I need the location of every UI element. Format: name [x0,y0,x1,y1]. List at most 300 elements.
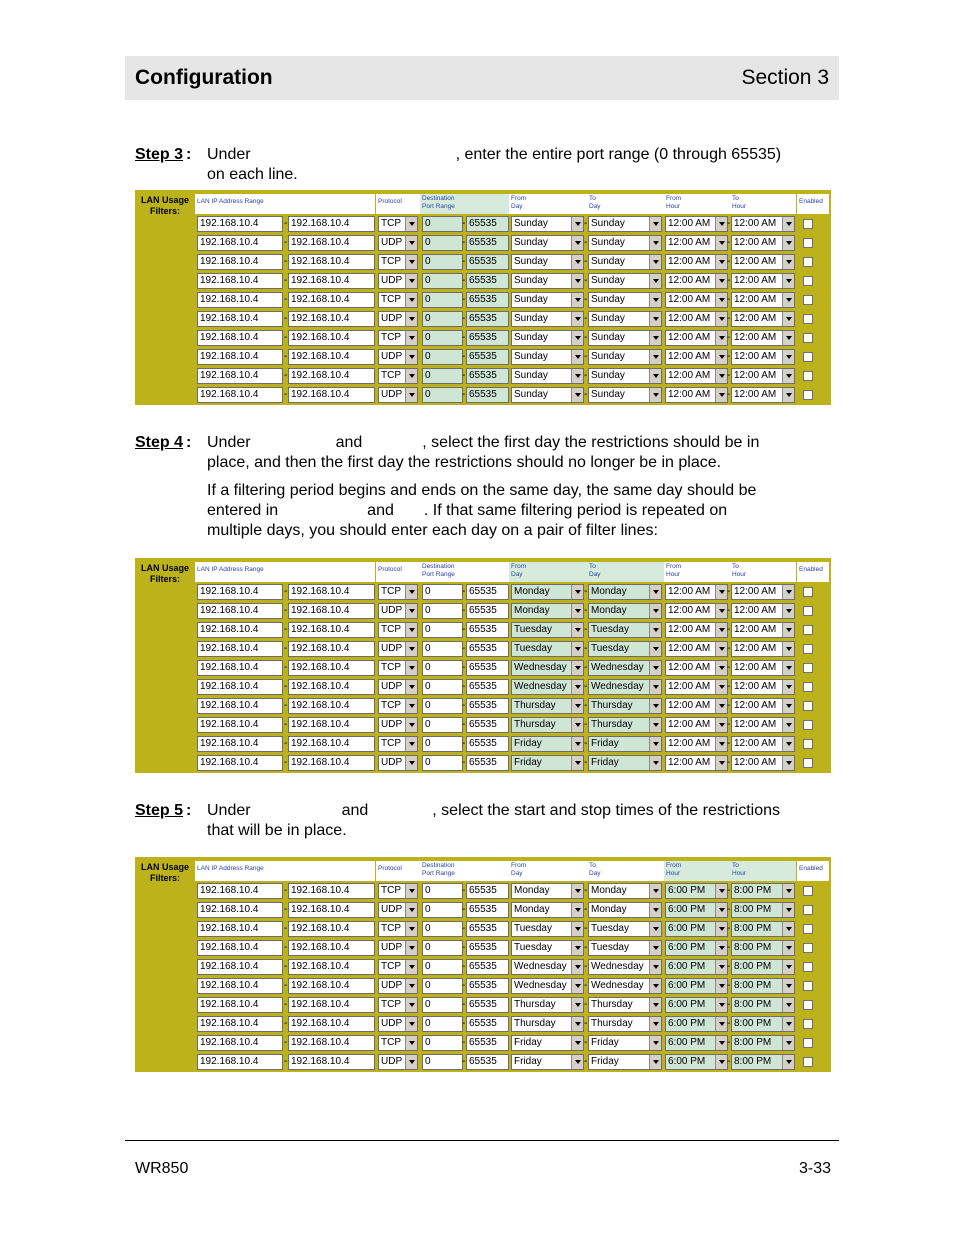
from-day-select[interactable] [511,603,584,619]
protocol-select[interactable] [378,997,418,1013]
chevron-down-icon[interactable] [405,369,417,383]
to-hour-select[interactable] [731,921,795,937]
protocol-select[interactable] [378,641,418,657]
enabled-checkbox[interactable] [803,981,813,991]
chevron-down-icon[interactable] [715,960,727,974]
chevron-down-icon[interactable] [571,217,583,231]
enabled-checkbox[interactable] [803,1057,813,1067]
to-day-select[interactable] [588,603,662,619]
chevron-down-icon[interactable] [405,1055,417,1069]
protocol-select[interactable] [378,368,418,384]
chevron-down-icon[interactable] [571,699,583,713]
protocol-select[interactable] [378,717,418,733]
from-day-select[interactable] [511,235,584,251]
chevron-down-icon[interactable] [649,941,661,955]
chevron-down-icon[interactable] [649,1055,661,1069]
protocol-select[interactable] [378,978,418,994]
enabled-checkbox[interactable] [803,625,813,635]
from-hour-select[interactable] [665,216,731,232]
to-hour-select[interactable] [731,1016,795,1032]
chevron-down-icon[interactable] [649,623,661,637]
chevron-down-icon[interactable] [715,350,727,364]
to-hour-select[interactable] [731,679,795,695]
enabled-checkbox[interactable] [803,720,813,730]
from-day-select[interactable] [511,1016,584,1032]
port-end-input[interactable] [466,940,509,956]
chevron-down-icon[interactable] [571,960,583,974]
ip-start-input[interactable] [197,235,283,251]
chevron-down-icon[interactable] [571,737,583,751]
chevron-down-icon[interactable] [405,979,417,993]
port-end-input[interactable] [466,679,509,695]
chevron-down-icon[interactable] [649,604,661,618]
ip-end-input[interactable] [288,679,375,695]
port-start-input[interactable] [422,311,466,327]
chevron-down-icon[interactable] [571,1055,583,1069]
enabled-checkbox[interactable] [803,371,813,381]
chevron-down-icon[interactable] [405,331,417,345]
chevron-down-icon[interactable] [649,737,661,751]
ip-end-input[interactable] [288,978,375,994]
to-day-select[interactable] [588,273,662,289]
chevron-down-icon[interactable] [649,960,661,974]
to-hour-select[interactable] [731,584,795,600]
chevron-down-icon[interactable] [715,979,727,993]
from-hour-select[interactable] [665,273,731,289]
to-day-select[interactable] [588,387,662,403]
chevron-down-icon[interactable] [782,274,794,288]
enabled-checkbox[interactable] [803,333,813,343]
to-day-select[interactable] [588,660,662,676]
chevron-down-icon[interactable] [782,604,794,618]
chevron-down-icon[interactable] [405,1036,417,1050]
port-end-input[interactable] [466,883,509,899]
from-day-select[interactable] [511,1054,584,1070]
from-day-select[interactable] [511,349,584,365]
chevron-down-icon[interactable] [715,388,727,402]
chevron-down-icon[interactable] [571,604,583,618]
to-hour-select[interactable] [731,368,795,384]
port-start-input[interactable] [422,368,466,384]
from-day-select[interactable] [511,368,584,384]
from-hour-select[interactable] [665,736,731,752]
to-day-select[interactable] [588,736,662,752]
ip-start-input[interactable] [197,736,283,752]
to-hour-select[interactable] [731,330,795,346]
from-hour-select[interactable] [665,717,731,733]
protocol-select[interactable] [378,584,418,600]
to-day-select[interactable] [588,679,662,695]
chevron-down-icon[interactable] [405,350,417,364]
chevron-down-icon[interactable] [782,756,794,770]
ip-start-input[interactable] [197,641,283,657]
chevron-down-icon[interactable] [405,922,417,936]
port-start-input[interactable] [422,603,466,619]
chevron-down-icon[interactable] [405,941,417,955]
protocol-select[interactable] [378,1016,418,1032]
chevron-down-icon[interactable] [649,312,661,326]
from-day-select[interactable] [511,387,584,403]
from-hour-select[interactable] [665,997,731,1013]
chevron-down-icon[interactable] [571,350,583,364]
to-day-select[interactable] [588,254,662,270]
port-end-input[interactable] [466,216,509,232]
ip-start-input[interactable] [197,978,283,994]
to-hour-select[interactable] [731,641,795,657]
port-start-input[interactable] [422,1016,466,1032]
protocol-select[interactable] [378,940,418,956]
chevron-down-icon[interactable] [649,642,661,656]
enabled-checkbox[interactable] [803,606,813,616]
port-start-input[interactable] [422,216,466,232]
port-end-input[interactable] [466,330,509,346]
from-day-select[interactable] [511,679,584,695]
chevron-down-icon[interactable] [715,604,727,618]
chevron-down-icon[interactable] [649,756,661,770]
to-day-select[interactable] [588,349,662,365]
chevron-down-icon[interactable] [782,623,794,637]
chevron-down-icon[interactable] [782,903,794,917]
from-day-select[interactable] [511,254,584,270]
port-start-input[interactable] [422,978,466,994]
chevron-down-icon[interactable] [715,642,727,656]
chevron-down-icon[interactable] [649,1036,661,1050]
chevron-down-icon[interactable] [649,661,661,675]
chevron-down-icon[interactable] [649,1017,661,1031]
chevron-down-icon[interactable] [571,979,583,993]
port-start-input[interactable] [422,330,466,346]
from-hour-select[interactable] [665,978,731,994]
chevron-down-icon[interactable] [715,623,727,637]
protocol-select[interactable] [378,330,418,346]
to-hour-select[interactable] [731,755,795,771]
port-start-input[interactable] [422,997,466,1013]
enabled-checkbox[interactable] [803,886,813,896]
from-hour-select[interactable] [665,755,731,771]
ip-end-input[interactable] [288,997,375,1013]
chevron-down-icon[interactable] [782,718,794,732]
to-day-select[interactable] [588,883,662,899]
chevron-down-icon[interactable] [715,661,727,675]
from-day-select[interactable] [511,959,584,975]
from-day-select[interactable] [511,641,584,657]
chevron-down-icon[interactable] [715,293,727,307]
chevron-down-icon[interactable] [649,255,661,269]
protocol-select[interactable] [378,679,418,695]
chevron-down-icon[interactable] [571,585,583,599]
ip-end-input[interactable] [288,755,375,771]
to-hour-select[interactable] [731,997,795,1013]
ip-end-input[interactable] [288,698,375,714]
chevron-down-icon[interactable] [649,699,661,713]
enabled-checkbox[interactable] [803,257,813,267]
chevron-down-icon[interactable] [649,979,661,993]
from-hour-select[interactable] [665,622,731,638]
chevron-down-icon[interactable] [782,998,794,1012]
ip-start-input[interactable] [197,1054,283,1070]
from-day-select[interactable] [511,698,584,714]
enabled-checkbox[interactable] [803,295,813,305]
to-hour-select[interactable] [731,1035,795,1051]
port-end-input[interactable] [466,978,509,994]
to-day-select[interactable] [588,698,662,714]
ip-start-input[interactable] [197,883,283,899]
chevron-down-icon[interactable] [649,585,661,599]
port-start-input[interactable] [422,641,466,657]
port-start-input[interactable] [422,292,466,308]
to-day-select[interactable] [588,978,662,994]
chevron-down-icon[interactable] [649,331,661,345]
protocol-select[interactable] [378,311,418,327]
ip-start-input[interactable] [197,622,283,638]
ip-start-input[interactable] [197,698,283,714]
port-start-input[interactable] [422,235,466,251]
from-day-select[interactable] [511,311,584,327]
port-start-input[interactable] [422,1054,466,1070]
ip-start-input[interactable] [197,679,283,695]
ip-end-input[interactable] [288,235,375,251]
port-start-input[interactable] [422,940,466,956]
enabled-checkbox[interactable] [803,587,813,597]
from-hour-select[interactable] [665,311,731,327]
from-hour-select[interactable] [665,940,731,956]
ip-start-input[interactable] [197,755,283,771]
protocol-select[interactable] [378,603,418,619]
from-day-select[interactable] [511,622,584,638]
to-day-select[interactable] [588,1054,662,1070]
to-hour-select[interactable] [731,603,795,619]
from-day-select[interactable] [511,292,584,308]
to-hour-select[interactable] [731,311,795,327]
to-day-select[interactable] [588,940,662,956]
chevron-down-icon[interactable] [782,350,794,364]
chevron-down-icon[interactable] [649,998,661,1012]
enabled-checkbox[interactable] [803,905,813,915]
from-hour-select[interactable] [665,902,731,918]
ip-start-input[interactable] [197,349,283,365]
port-end-input[interactable] [466,311,509,327]
to-hour-select[interactable] [731,959,795,975]
protocol-select[interactable] [378,660,418,676]
from-day-select[interactable] [511,940,584,956]
chevron-down-icon[interactable] [649,388,661,402]
from-hour-select[interactable] [665,1035,731,1051]
chevron-down-icon[interactable] [571,1017,583,1031]
ip-start-input[interactable] [197,603,283,619]
chevron-down-icon[interactable] [782,217,794,231]
enabled-checkbox[interactable] [803,644,813,654]
to-hour-select[interactable] [731,698,795,714]
ip-end-input[interactable] [288,717,375,733]
chevron-down-icon[interactable] [571,312,583,326]
chevron-down-icon[interactable] [405,699,417,713]
chevron-down-icon[interactable] [405,255,417,269]
chevron-down-icon[interactable] [715,903,727,917]
chevron-down-icon[interactable] [405,585,417,599]
to-day-select[interactable] [588,368,662,384]
chevron-down-icon[interactable] [649,274,661,288]
port-start-input[interactable] [422,679,466,695]
to-hour-select[interactable] [731,349,795,365]
ip-end-input[interactable] [288,641,375,657]
protocol-select[interactable] [378,902,418,918]
ip-end-input[interactable] [288,622,375,638]
chevron-down-icon[interactable] [649,236,661,250]
from-day-select[interactable] [511,997,584,1013]
chevron-down-icon[interactable] [571,274,583,288]
chevron-down-icon[interactable] [405,388,417,402]
ip-start-input[interactable] [197,902,283,918]
to-day-select[interactable] [588,292,662,308]
to-day-select[interactable] [588,622,662,638]
enabled-checkbox[interactable] [803,238,813,248]
ip-start-input[interactable] [197,216,283,232]
chevron-down-icon[interactable] [782,312,794,326]
chevron-down-icon[interactable] [782,699,794,713]
from-day-select[interactable] [511,717,584,733]
to-day-select[interactable] [588,311,662,327]
to-day-select[interactable] [588,717,662,733]
chevron-down-icon[interactable] [715,255,727,269]
chevron-down-icon[interactable] [782,979,794,993]
ip-end-input[interactable] [288,368,375,384]
port-end-input[interactable] [466,921,509,937]
ip-end-input[interactable] [288,584,375,600]
port-end-input[interactable] [466,1054,509,1070]
chevron-down-icon[interactable] [571,236,583,250]
chevron-down-icon[interactable] [715,998,727,1012]
from-day-select[interactable] [511,736,584,752]
from-day-select[interactable] [511,978,584,994]
port-start-input[interactable] [422,755,466,771]
chevron-down-icon[interactable] [405,642,417,656]
chevron-down-icon[interactable] [782,369,794,383]
port-start-input[interactable] [422,273,466,289]
chevron-down-icon[interactable] [715,312,727,326]
from-hour-select[interactable] [665,330,731,346]
ip-start-input[interactable] [197,292,283,308]
from-hour-select[interactable] [665,387,731,403]
chevron-down-icon[interactable] [715,1036,727,1050]
protocol-select[interactable] [378,883,418,899]
chevron-down-icon[interactable] [405,604,417,618]
chevron-down-icon[interactable] [715,941,727,955]
from-day-select[interactable] [511,660,584,676]
from-day-select[interactable] [511,584,584,600]
from-day-select[interactable] [511,1035,584,1051]
port-start-input[interactable] [422,959,466,975]
chevron-down-icon[interactable] [571,661,583,675]
ip-start-input[interactable] [197,254,283,270]
port-end-input[interactable] [466,292,509,308]
port-start-input[interactable] [422,254,466,270]
protocol-select[interactable] [378,235,418,251]
to-hour-select[interactable] [731,978,795,994]
enabled-checkbox[interactable] [803,1038,813,1048]
port-end-input[interactable] [466,273,509,289]
protocol-select[interactable] [378,698,418,714]
chevron-down-icon[interactable] [649,217,661,231]
port-end-input[interactable] [466,387,509,403]
protocol-select[interactable] [378,387,418,403]
ip-start-input[interactable] [197,660,283,676]
to-hour-select[interactable] [731,736,795,752]
from-hour-select[interactable] [665,235,731,251]
chevron-down-icon[interactable] [782,680,794,694]
enabled-checkbox[interactable] [803,314,813,324]
port-start-input[interactable] [422,622,466,638]
enabled-checkbox[interactable] [803,663,813,673]
chevron-down-icon[interactable] [405,960,417,974]
chevron-down-icon[interactable] [649,922,661,936]
protocol-select[interactable] [378,736,418,752]
chevron-down-icon[interactable] [782,1055,794,1069]
chevron-down-icon[interactable] [782,255,794,269]
chevron-down-icon[interactable] [571,331,583,345]
from-hour-select[interactable] [665,1016,731,1032]
from-hour-select[interactable] [665,368,731,384]
chevron-down-icon[interactable] [715,884,727,898]
port-end-input[interactable] [466,368,509,384]
enabled-checkbox[interactable] [803,1000,813,1010]
enabled-checkbox[interactable] [803,962,813,972]
protocol-select[interactable] [378,1054,418,1070]
chevron-down-icon[interactable] [782,960,794,974]
enabled-checkbox[interactable] [803,924,813,934]
port-end-input[interactable] [466,660,509,676]
port-end-input[interactable] [466,959,509,975]
port-start-input[interactable] [422,698,466,714]
from-hour-select[interactable] [665,660,731,676]
chevron-down-icon[interactable] [405,680,417,694]
ip-start-input[interactable] [197,959,283,975]
from-day-select[interactable] [511,216,584,232]
chevron-down-icon[interactable] [405,312,417,326]
port-start-input[interactable] [422,883,466,899]
chevron-down-icon[interactable] [405,756,417,770]
to-day-select[interactable] [588,216,662,232]
to-day-select[interactable] [588,997,662,1013]
from-hour-select[interactable] [665,603,731,619]
chevron-down-icon[interactable] [649,903,661,917]
chevron-down-icon[interactable] [715,274,727,288]
chevron-down-icon[interactable] [782,236,794,250]
chevron-down-icon[interactable] [715,1055,727,1069]
to-hour-select[interactable] [731,622,795,638]
enabled-checkbox[interactable] [803,352,813,362]
chevron-down-icon[interactable] [782,293,794,307]
to-hour-select[interactable] [731,273,795,289]
port-end-input[interactable] [466,698,509,714]
chevron-down-icon[interactable] [571,718,583,732]
chevron-down-icon[interactable] [715,756,727,770]
to-day-select[interactable] [588,584,662,600]
from-hour-select[interactable] [665,254,731,270]
ip-end-input[interactable] [288,883,375,899]
enabled-checkbox[interactable] [803,276,813,286]
from-hour-select[interactable] [665,349,731,365]
chevron-down-icon[interactable] [571,255,583,269]
to-day-select[interactable] [588,959,662,975]
to-day-select[interactable] [588,1035,662,1051]
chevron-down-icon[interactable] [405,217,417,231]
chevron-down-icon[interactable] [782,922,794,936]
port-end-input[interactable] [466,349,509,365]
ip-start-input[interactable] [197,387,283,403]
chevron-down-icon[interactable] [405,884,417,898]
to-day-select[interactable] [588,330,662,346]
from-hour-select[interactable] [665,698,731,714]
